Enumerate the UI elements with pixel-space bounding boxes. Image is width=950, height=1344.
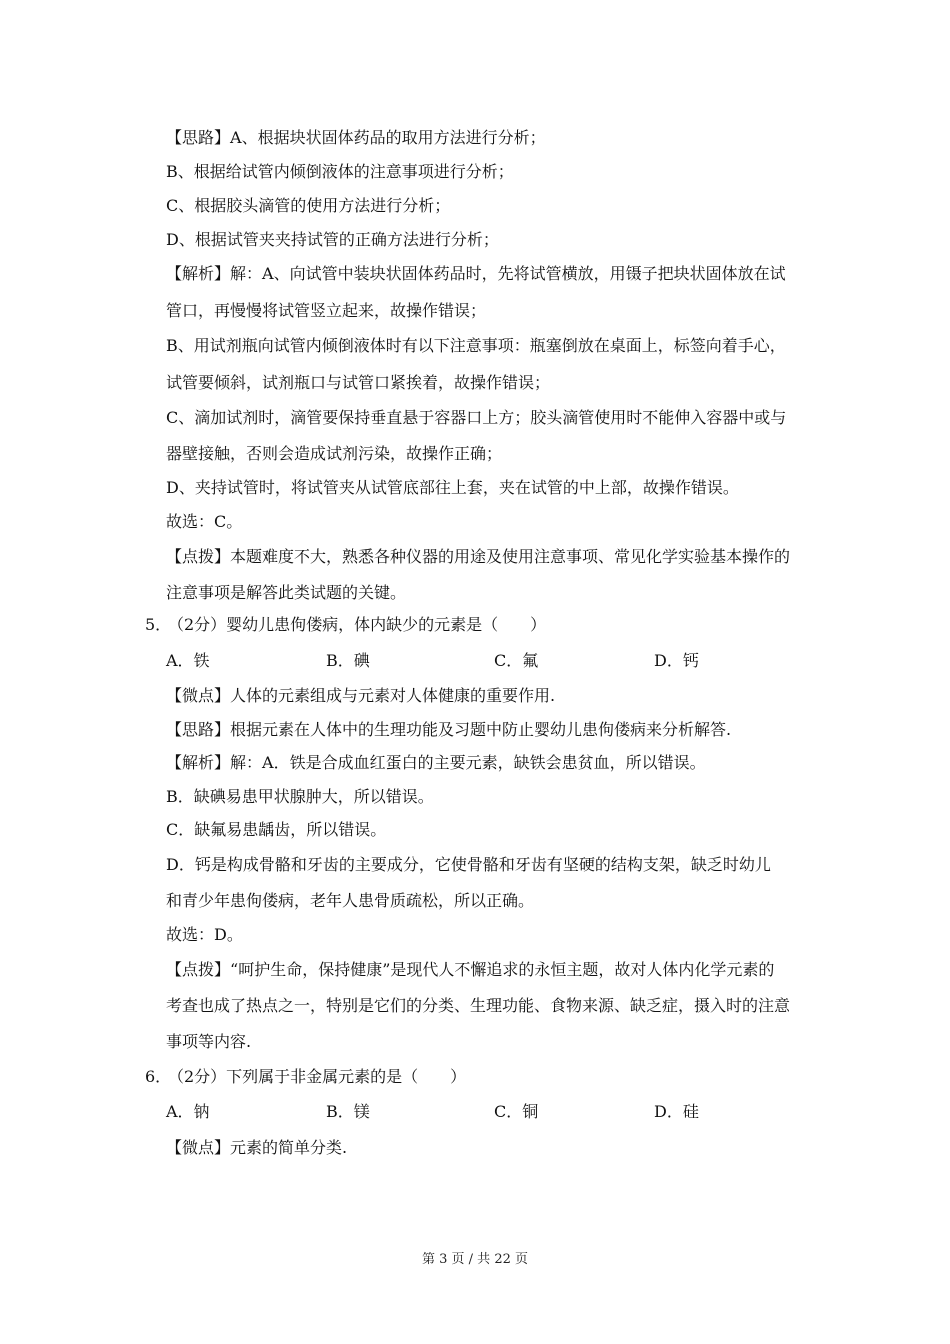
dianbo-line: 【点拨】本题难度不大，熟悉各种仪器的用途及使用注意事项、常见化学实验基本操作的 <box>166 547 791 566</box>
dianbo-label: 【点拨】 <box>166 960 231 979</box>
weidian-line: 【微点】人体的元素组成与元素对人体健康的重要作用. <box>166 686 556 705</box>
silu-line: 【思路】根据元素在人体中的生理功能及习题中防止婴幼儿患佝偻病来分析解答. <box>166 720 732 739</box>
jiexi-line: 和青少年患佝偻病，老年人患骨质疏松，所以正确。 <box>166 891 535 910</box>
page-footer: 第 3 页 / 共 22 页 <box>422 1252 528 1267</box>
question-6-option-c: C．铜 <box>494 1102 539 1121</box>
jiexi-line: D．钙是构成骨骼和牙齿的主要成分，它使骨骼和牙齿有坚硬的结构支架，缺乏时幼儿 <box>166 855 771 874</box>
jiexi-line: B、用试剂瓶向试管内倾倒液体时有以下注意事项：瓶塞倒放在桌面上，标签向着手心， <box>166 336 786 355</box>
question-6-number: 6． <box>145 1067 172 1086</box>
silu-label: 【思路】 <box>166 128 231 147</box>
answer-line: 故选：C。 <box>166 512 243 531</box>
weidian-label: 【微点】 <box>166 1138 231 1157</box>
silu-line: C、根据胶头滴管的使用方法进行分析； <box>166 196 451 215</box>
question-5-stem: （2分）婴幼儿患佝偻病，体内缺少的元素是（ ） <box>168 615 547 634</box>
dianbo-line: 事项等内容. <box>166 1032 252 1051</box>
question-6-option-b: B．镁 <box>326 1102 370 1121</box>
question-5-option-c: C．氟 <box>494 651 539 670</box>
jiexi-line: 器壁接触，否则会造成试剂污染，故操作正确； <box>166 444 503 463</box>
question-5-number: 5． <box>145 615 172 634</box>
weidian-line: 【微点】元素的简单分类. <box>166 1138 348 1157</box>
jiexi-line: 【解析】解：A、向试管中装块状固体药品时，先将试管横放，用镊子把块状固体放在试 <box>166 264 786 283</box>
question-6-option-a: A．钠 <box>166 1102 210 1121</box>
dianbo-line: 【点拨】“呵护生命，保持健康”是现代人不懈追求的永恒主题，故对人体内化学元素的 <box>166 960 775 979</box>
silu-label: 【思路】 <box>166 720 231 739</box>
dianbo-line: 注意事项是解答此类试题的关键。 <box>166 583 407 602</box>
jiexi-line: 管口，再慢慢将试管竖立起来，故操作错误； <box>166 301 487 320</box>
silu-line: 【思路】A、根据块状固体药品的取用方法进行分析； <box>166 128 546 147</box>
jiexi-label: 【解析】 <box>166 264 231 283</box>
jiexi-line: B．缺碘易患甲状腺肿大，所以错误。 <box>166 787 434 806</box>
jiexi-line: 试管要倾斜，试剂瓶口与试管口紧挨着，故操作错误； <box>166 373 551 392</box>
jiexi-line: C、滴加试剂时，滴管要保持垂直悬于容器口上方；胶头滴管使用时不能伸入容器中或与 <box>166 408 787 427</box>
jiexi-line: D、夹持试管时，将试管夹从试管底部往上套，夹在试管的中上部，故操作错误。 <box>166 478 739 497</box>
question-5-option-b: B．碘 <box>326 651 370 670</box>
jiexi-line: 【解析】解：A．铁是合成血红蛋白的主要元素，缺铁会患贫血，所以错误。 <box>166 753 706 772</box>
weidian-label: 【微点】 <box>166 686 231 705</box>
question-5-option-d: D．钙 <box>654 651 699 670</box>
answer-line: 故选：D。 <box>166 925 243 944</box>
question-5-option-a: A．铁 <box>166 651 210 670</box>
jiexi-line: C．缺氟易患龋齿，所以错误。 <box>166 820 387 839</box>
question-6-stem: （2分）下列属于非金属元素的是（ ） <box>168 1067 467 1086</box>
question-6-option-d: D．硅 <box>654 1102 699 1121</box>
dianbo-label: 【点拨】 <box>166 547 231 566</box>
silu-line: B、根据给试管内倾倒液体的注意事项进行分析； <box>166 162 514 181</box>
jiexi-label: 【解析】 <box>166 753 231 772</box>
dianbo-line: 考查也成了热点之一，特别是它们的分类、生理功能、食物来源、缺乏症，摄入时的注意 <box>166 996 791 1015</box>
silu-line: D、根据试管夹夹持试管的正确方法进行分析； <box>166 230 499 249</box>
